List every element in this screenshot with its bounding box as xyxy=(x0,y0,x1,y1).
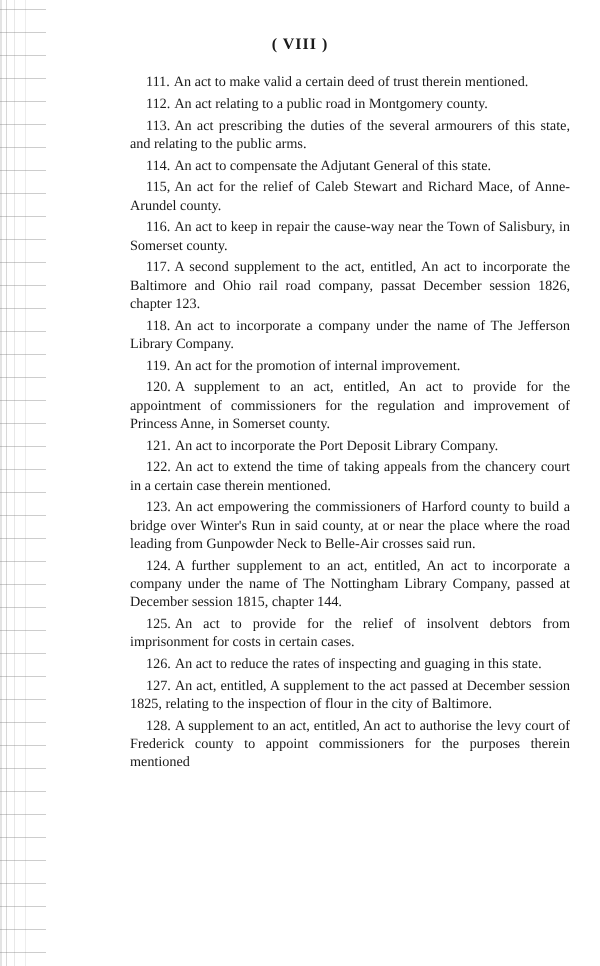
act-number: 115, xyxy=(146,179,171,196)
act-title: An act for the relief of Caleb Stewart and Richard Mace, of Anne-Arundel county. xyxy=(130,179,570,214)
act-number: 121. xyxy=(146,437,171,454)
list-item xyxy=(130,458,570,494)
act-title: A second supplement to the act, entitled, An act to incorporate the Baltimore and Ohio rail road company, passat December session 1826, chapter 123. xyxy=(130,259,570,312)
act-title: An act to compensate the Adjutant General of this state. xyxy=(174,157,492,174)
list-item xyxy=(130,498,570,553)
list-item xyxy=(130,378,570,433)
list-item xyxy=(130,437,570,455)
act-number: 114. xyxy=(146,157,171,174)
act-number: 124. xyxy=(146,557,171,574)
list-item xyxy=(130,95,570,113)
act-title: An act to make valid a certain deed of trust therein mentioned. xyxy=(173,74,529,90)
act-number: 125. xyxy=(146,615,171,632)
act-title: An act to incorporate the Port Deposit Library Company. xyxy=(174,437,499,454)
act-number: 111. xyxy=(146,74,170,90)
list-item xyxy=(130,317,570,353)
act-number: 119. xyxy=(146,357,171,374)
list-item xyxy=(130,717,570,772)
page-number: ( VIII ) xyxy=(271,36,329,53)
act-list xyxy=(130,73,570,775)
act-title: An act to keep in repair the cause-way near the Town of Salisbury, in Somerset county. xyxy=(130,219,570,254)
list-item xyxy=(130,557,570,612)
act-number: 120. xyxy=(146,379,171,396)
act-title: An act for the promotion of internal improvement. xyxy=(174,357,461,374)
list-item xyxy=(130,677,570,713)
act-title: An act to reduce the rates of inspecting and guaging in this state. xyxy=(174,655,542,672)
list-item xyxy=(130,117,570,153)
act-title: An act prescribing the duties of the several armourers of this state, and relating to the public arms. xyxy=(130,117,570,152)
list-item xyxy=(130,73,570,91)
list-item xyxy=(130,258,570,313)
list-item xyxy=(130,157,570,175)
act-number: 118. xyxy=(146,317,171,334)
act-title: An act to extend the time of taking appeals from the chancery court in a certain case therein mentioned. xyxy=(130,459,570,494)
act-number: 128. xyxy=(146,717,171,734)
act-title: An act empowering the commissioners of Harford county to build a bridge over Winter's Run in said county, at or near the place where the road leading from Gunpowder Neck to Belle-Air crosses said run. xyxy=(130,499,570,552)
act-title: An act to incorporate a company under the name of The Jefferson Library Company. xyxy=(130,317,570,352)
act-number: 126. xyxy=(146,655,171,672)
act-title: An act to provide for the relief of insolvent debtors from imprisonment for costs in certain cases. xyxy=(130,615,570,650)
act-title: A supplement to an act, entitled, An act to provide for the appointment of commissioners for the regulation and improvement of Princess Anne, in Somerset county. xyxy=(130,379,570,432)
list-item xyxy=(130,178,570,214)
act-title: A further supplement to an act, entitled, An act to incorporate a company under the name of The Nottingham Library Company, passed at December session 1815, chapter 144. xyxy=(130,557,570,610)
act-number: 127. xyxy=(146,677,171,694)
act-number: 116. xyxy=(146,219,171,236)
act-number: 122. xyxy=(146,459,171,476)
act-number: 123. xyxy=(146,499,171,516)
act-number: 117. xyxy=(146,259,171,276)
act-number: 113. xyxy=(146,117,171,134)
list-item xyxy=(130,655,570,673)
list-item xyxy=(130,615,570,651)
act-title: An act, entitled, A supplement to the act passed at December session 1825, relating to the inspection of flour in the city of Baltimore. xyxy=(130,677,570,712)
list-item xyxy=(130,357,570,375)
act-title: An act relating to a public road in Montgomery county. xyxy=(174,95,488,112)
act-title: A supplement to an act, entitled, An act to authorise the levy court of Frederick county to appoint commissioners for the purposes therein mentioned xyxy=(130,717,570,770)
act-number: 112. xyxy=(146,95,171,112)
list-item xyxy=(130,218,570,254)
page-binding-edge xyxy=(0,0,46,966)
